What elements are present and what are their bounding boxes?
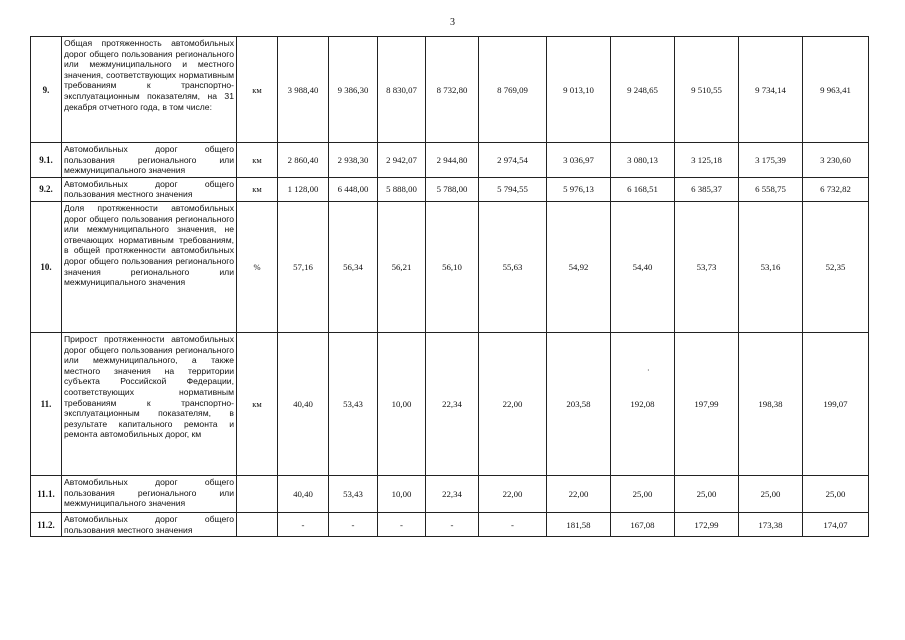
- value-cell: -: [278, 512, 329, 536]
- value-cell: 2 860,40: [278, 143, 329, 178]
- value-cell: 2 974,54: [479, 143, 547, 178]
- indicator-name: Автомобильных дорог общего пользования регионального или межмуниципального значения: [62, 475, 237, 512]
- value-cell: -: [329, 512, 378, 536]
- value-cell: 10,00: [378, 475, 426, 512]
- indicator-name: Доля протяженности автомобильных дорог общего пользования регионального или межмуниципального значения, не отвечающих нормативным требованиям, в общей протяженности автомобильных дорог общего пользования регионального значения регионального или межмуниципального значения: [62, 201, 237, 332]
- indicator-name: Общая протяженность автомобильных дорог общего пользования регионального или межмуниципального и местного значения, соответствующих нормативным требованиям к транспортно-эксплуатационным показателям, на 31 декабря отчетного года, в том числе:: [62, 37, 237, 143]
- value-cell: 181,58: [547, 512, 611, 536]
- value-cell: 5 976,13: [547, 177, 611, 201]
- value-cell: 53,43: [329, 475, 378, 512]
- value-cell: 9 510,55: [675, 37, 739, 143]
- value-cell: 6 385,37: [675, 177, 739, 201]
- value-cell: 9 386,30: [329, 37, 378, 143]
- value-cell: 54,92: [547, 201, 611, 332]
- indicator-name: Автомобильных дорог общего пользования местного значения: [62, 512, 237, 536]
- value-cell: 9 734,14: [739, 37, 803, 143]
- value-cell: 57,16: [278, 201, 329, 332]
- row-number: 9.1.: [31, 143, 62, 178]
- value-cell: 55,63: [479, 201, 547, 332]
- indicator-name: Автомобильных дорог общего пользования регионального или межмуниципального значения: [62, 143, 237, 178]
- value-cell: 25,00: [803, 475, 869, 512]
- value-cell: 3 988,40: [278, 37, 329, 143]
- table-row: [31, 37, 869, 143]
- indicators-table: [30, 36, 869, 537]
- value-cell: 2 938,30: [329, 143, 378, 178]
- value-cell: 167,08: [611, 512, 675, 536]
- value-cell: 8 769,09: [479, 37, 547, 143]
- value-cell: 25,00: [739, 475, 803, 512]
- value-cell: 5 888,00: [378, 177, 426, 201]
- value-cell: 192,08: [611, 332, 675, 475]
- value-cell: -: [426, 512, 479, 536]
- value-cell: 52,35: [803, 201, 869, 332]
- value-cell: 9 248,65: [611, 37, 675, 143]
- value-cell: 6 558,75: [739, 177, 803, 201]
- indicator-name: Прирост протяженности автомобильных дорог общего пользования регионального или межмуниципального, а также местного значения на территории субъекта Российской Федерации, соответствующих нормативным требованиям к транспортно-эксплуатационным показателям, в результате капитального ремонта и ремонта автомобильных дорог, км: [62, 332, 237, 475]
- value-cell: 53,43: [329, 332, 378, 475]
- value-cell: 2 944,80: [426, 143, 479, 178]
- value-cell: 197,99: [675, 332, 739, 475]
- row-number: 11.1.: [31, 475, 62, 512]
- row-number: 10.: [31, 201, 62, 332]
- value-cell: 6 168,51: [611, 177, 675, 201]
- value-cell: 25,00: [675, 475, 739, 512]
- table-row: [31, 475, 869, 512]
- value-cell: 203,58: [547, 332, 611, 475]
- value-cell: 8 830,07: [378, 37, 426, 143]
- value-cell: 22,00: [479, 332, 547, 475]
- value-cell: 54,40: [611, 201, 675, 332]
- value-cell: 56,21: [378, 201, 426, 332]
- value-cell: 5 788,00: [426, 177, 479, 201]
- value-cell: 40,40: [278, 475, 329, 512]
- row-number: 11.: [31, 332, 62, 475]
- value-cell: 174,07: [803, 512, 869, 536]
- value-cell: 22,34: [426, 475, 479, 512]
- unit-cell: км: [237, 177, 278, 201]
- row-number: 9.: [31, 37, 62, 143]
- value-cell: 10,00: [378, 332, 426, 475]
- value-cell: 172,99: [675, 512, 739, 536]
- value-cell: 2 942,07: [378, 143, 426, 178]
- value-cell: 3 175,39: [739, 143, 803, 178]
- value-cell: 6 732,82: [803, 177, 869, 201]
- value-cell: 22,00: [479, 475, 547, 512]
- unit-cell: км: [237, 332, 278, 475]
- value-cell: 53,73: [675, 201, 739, 332]
- value-cell: 3 080,13: [611, 143, 675, 178]
- value-cell: 199,07: [803, 332, 869, 475]
- unit-cell: км: [237, 143, 278, 178]
- unit-cell: %: [237, 201, 278, 332]
- value-cell: 40,40: [278, 332, 329, 475]
- unit-cell: [237, 512, 278, 536]
- unit-cell: км: [237, 37, 278, 143]
- value-cell: 3 125,18: [675, 143, 739, 178]
- value-cell: -: [378, 512, 426, 536]
- value-cell: 22,00: [547, 475, 611, 512]
- value-cell: 53,16: [739, 201, 803, 332]
- value-cell: 3 230,60: [803, 143, 869, 178]
- value-cell: 5 794,55: [479, 177, 547, 201]
- stray-mark: ·: [647, 366, 650, 375]
- table-row: [31, 143, 869, 178]
- value-cell: 25,00: [611, 475, 675, 512]
- row-number: 9.2.: [31, 177, 62, 201]
- table-row: [31, 332, 869, 475]
- row-number: 11.2.: [31, 512, 62, 536]
- value-cell: 22,34: [426, 332, 479, 475]
- unit-cell: [237, 475, 278, 512]
- value-cell: 56,34: [329, 201, 378, 332]
- table-row: [31, 512, 869, 536]
- table-row: [31, 201, 869, 332]
- value-cell: 9 963,41: [803, 37, 869, 143]
- value-cell: 8 732,80: [426, 37, 479, 143]
- value-cell: 3 036,97: [547, 143, 611, 178]
- value-cell: 9 013,10: [547, 37, 611, 143]
- value-cell: 198,38: [739, 332, 803, 475]
- value-cell: -: [479, 512, 547, 536]
- value-cell: 1 128,00: [278, 177, 329, 201]
- indicator-name: Автомобильных дорог общего пользования местного значения: [62, 177, 237, 201]
- value-cell: 6 448,00: [329, 177, 378, 201]
- value-cell: 56,10: [426, 201, 479, 332]
- value-cell: 173,38: [739, 512, 803, 536]
- page-number: 3: [450, 17, 455, 28]
- table-row: [31, 177, 869, 201]
